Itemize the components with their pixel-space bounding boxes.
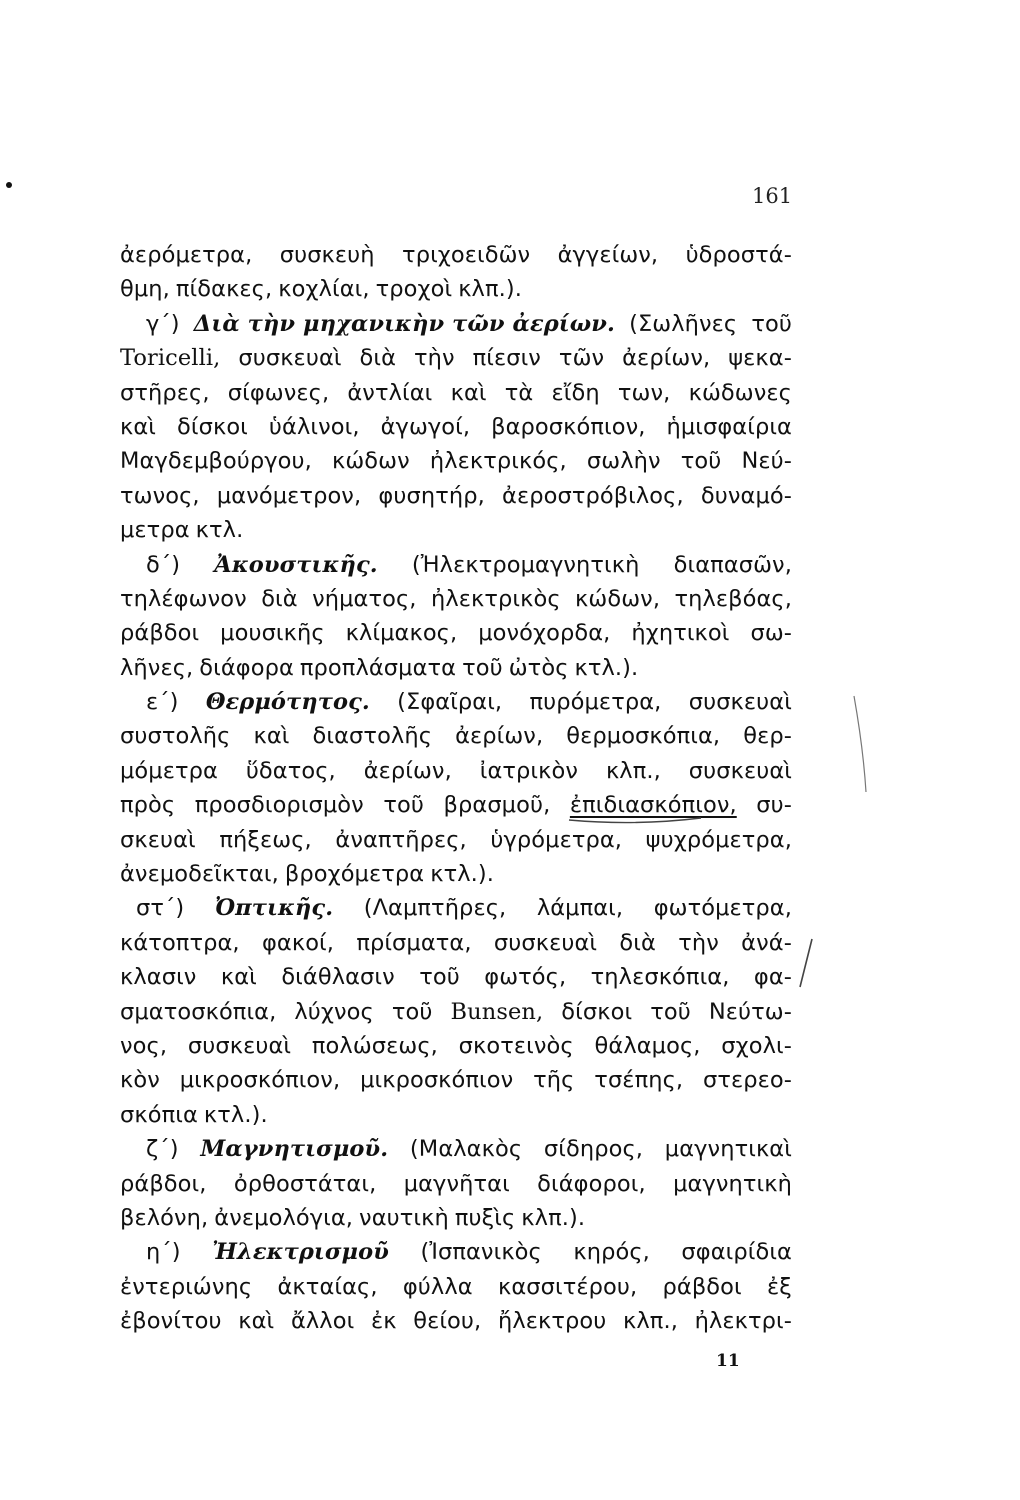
word: ψεκα- [728, 345, 792, 372]
word: η΄) [146, 1239, 181, 1266]
word: μονόχορδα, [478, 620, 611, 647]
word: κηρός, [573, 1239, 650, 1266]
word: ἀνά- [741, 929, 792, 956]
word: στερεο- [702, 1067, 792, 1094]
word: ἐπιδιασκόπιον, [569, 792, 737, 819]
word: κὸν [120, 1067, 160, 1094]
word: κώδων, [575, 585, 661, 612]
word: φύλλα [402, 1273, 473, 1300]
page-number: 161 [752, 184, 793, 208]
word: ἀεροστρόβιλος, [502, 482, 684, 509]
text-line [120, 376, 792, 410]
word: ἐξ [767, 1273, 792, 1300]
word: προσδιορισμὸν [194, 792, 364, 819]
word: τριχοειδῶν [402, 242, 531, 268]
word: σίφωνες, [227, 379, 330, 406]
text-line [120, 857, 792, 891]
word: (Ἰσπανικὸς [420, 1239, 542, 1266]
word: τῆς [533, 1067, 575, 1094]
text-line [120, 238, 792, 272]
text-line [120, 1304, 792, 1338]
section-heading: Διὰ τὴν μηχανικὴν τῶν ἀερίων. [193, 310, 615, 337]
word: πίδακες, [175, 276, 273, 303]
word: ὑγρόμετρα, [490, 826, 623, 853]
word: στ΄) [136, 895, 185, 922]
word: ἀγωγοί, [380, 413, 471, 440]
word: ἐκ [370, 1308, 397, 1335]
word: διὰ [619, 929, 656, 956]
word: κασσιτέρου, [497, 1273, 638, 1300]
word: κλπ., [623, 1308, 678, 1335]
word: μαγνητικαὶ [664, 1136, 792, 1163]
word: ὑάλινοι, [268, 413, 360, 440]
word: μαγνῆται [403, 1170, 510, 1197]
word: θερ- [743, 723, 792, 750]
text-line [120, 1132, 792, 1166]
word: συσκευαὶ [688, 757, 792, 784]
text-line [120, 1201, 792, 1235]
word: μόμετρα [120, 757, 218, 784]
word: λῆνες, [120, 654, 194, 681]
word: ἠλεκτρι- [694, 1308, 792, 1335]
word: σωλὴν [586, 448, 661, 475]
word: ἠλεκτρικὸς [430, 585, 561, 612]
word: κλπ.). [521, 1204, 586, 1231]
word: συσκευαὶ [493, 929, 598, 956]
text-line [120, 1235, 792, 1269]
word: Νεύτω- [708, 998, 792, 1025]
word: ἀναπτῆρες, [335, 826, 467, 853]
word: Toricelli, [120, 345, 221, 372]
word: προπλάσματα [299, 654, 457, 681]
word: τσέπης, [594, 1067, 684, 1094]
word: διάθλασιν [281, 964, 395, 991]
word: ναυτικὴ [359, 1204, 449, 1231]
word: τηλέφωνον [120, 585, 247, 612]
word: κλασιν [120, 964, 197, 991]
word: τοῦ [680, 448, 722, 475]
word: τῶν [558, 345, 605, 372]
word: ἀκταίας, [277, 1273, 378, 1300]
word: μετρα [120, 517, 190, 544]
word: συ- [756, 792, 792, 819]
word: μικροσκόπιον [360, 1067, 514, 1094]
word: Νεύ- [741, 448, 792, 475]
word: ἀνεμολόγια, [214, 1204, 354, 1231]
word: ἀντλίαι [347, 379, 433, 406]
word: κοχλίαι, [278, 276, 370, 303]
text-line [120, 651, 792, 685]
word: τοῦ [751, 310, 792, 337]
word: ἡμισφαίρια [666, 413, 792, 440]
word: ὕδατος, [245, 757, 336, 784]
word: Μαγδεμβούργου, [120, 448, 312, 475]
word: κλπ., [605, 757, 661, 784]
word: πυξὶς [454, 1204, 516, 1231]
word: ἠχητικοὶ [631, 620, 730, 647]
word: μικροσκόπιον, [179, 1067, 341, 1094]
word: δ΄) [146, 551, 181, 578]
text-line [120, 685, 792, 719]
word: τὰ [504, 379, 534, 406]
word: διάφοροι, [537, 1170, 646, 1197]
word: συσκευαὶ [238, 345, 342, 372]
word: καὶ [450, 379, 487, 406]
text-line [120, 823, 792, 857]
word: ε΄) [146, 689, 179, 716]
word: σω- [750, 620, 792, 647]
text-line [120, 788, 792, 822]
word: Bunsen, [450, 998, 544, 1025]
word: διάφορα [199, 654, 294, 681]
text-line [120, 410, 792, 444]
word: δίσκοι [177, 413, 248, 440]
word: βαροσκόπιον, [491, 413, 646, 440]
text-line [120, 995, 792, 1029]
word: κτλ.). [430, 861, 495, 888]
word: κτλ.). [574, 654, 639, 681]
word: τὴν [413, 345, 455, 372]
word: τροχοὶ [375, 276, 453, 303]
text-line [120, 1270, 792, 1304]
word: τηλεσκόπια, [590, 964, 730, 991]
word: των, [617, 379, 671, 406]
word: συσκευὴ [279, 242, 375, 268]
word: μουσικῆς [220, 620, 325, 647]
word: κτλ.). [203, 1101, 268, 1128]
word: ἀερόμετρα, [120, 242, 253, 268]
word: τοῦ [391, 998, 433, 1025]
word: τοῦ [383, 792, 425, 819]
word: τοῦ [650, 998, 691, 1025]
word: (Ἠλεκτρομαγνητικὴ [411, 551, 640, 578]
word: λύχνος [294, 998, 374, 1025]
word: βροχόμετρα [284, 861, 425, 888]
word: σχολι- [721, 1032, 792, 1059]
text-line [120, 341, 792, 375]
word: φακοί, [261, 929, 335, 956]
word: ψυχρόμετρα, [645, 826, 792, 853]
text-line [120, 926, 792, 960]
section-heading: Ἀκουστικῆς. [214, 551, 378, 578]
word: μανόμετρον, [216, 482, 362, 509]
word: κώδων [331, 448, 410, 475]
word: καὶ [253, 723, 290, 750]
word: καὶ [120, 413, 157, 440]
word: ἰατρικὸν [479, 757, 579, 784]
word: ράβδοι [662, 1273, 742, 1300]
word: μαγνητικὴ [673, 1170, 792, 1197]
text-line [120, 548, 792, 582]
word: σματοσκόπια, [120, 998, 277, 1025]
word: πολώσεως, [311, 1032, 438, 1059]
text-body [120, 238, 792, 1339]
text-line [120, 1167, 792, 1201]
word: σκόπια [120, 1101, 198, 1128]
word: (Σωλῆνες [629, 310, 738, 337]
word: πίεσιν [472, 345, 541, 372]
word: πυρόμετρα, [529, 689, 662, 716]
word: ὠτὸς [508, 654, 569, 681]
word: ἀγγείων, [557, 242, 659, 268]
word: δίσκοι [561, 998, 633, 1025]
text-line [120, 616, 792, 650]
word: διὰ [359, 345, 397, 372]
text-line [120, 479, 792, 513]
word: συσκευαὶ [187, 1032, 292, 1059]
word: δυναμό- [700, 482, 792, 509]
word: κάτοπτρα, [120, 929, 240, 956]
pencil-slash-mark [790, 935, 830, 995]
word: ἀερίων, [622, 345, 711, 372]
word: φωτός, [484, 964, 567, 991]
word: φυσητήρ, [378, 482, 485, 509]
word: διὰ [261, 585, 298, 612]
word: ἐντεριώνης [120, 1273, 253, 1300]
section-heading: Μαγνητισμοῦ. [200, 1136, 389, 1163]
word: θερμοσκόπια, [566, 723, 721, 750]
word: τοῦ [462, 654, 503, 681]
word: (Μαλακὸς [409, 1136, 523, 1163]
word: πρίσματα, [356, 929, 472, 956]
word: θείου, [413, 1308, 482, 1335]
word: ἐβονίτου [120, 1308, 222, 1335]
word: πήξεως, [219, 826, 312, 853]
word: φα- [753, 964, 792, 991]
text-line [120, 444, 792, 478]
word: ράβδοι, [120, 1170, 207, 1197]
word: διαστολῆς [312, 723, 433, 750]
word: θάλαμος, [594, 1032, 701, 1059]
text-line [120, 272, 792, 306]
word: θμη, [120, 276, 170, 303]
word: σφαιρίδια [681, 1239, 792, 1266]
text-line [120, 1098, 792, 1132]
signature-number: 11 [716, 1351, 740, 1371]
word: ὀρθοστάται, [233, 1170, 377, 1197]
word: γ΄) [146, 310, 180, 337]
text-line [120, 1029, 792, 1063]
pencil-margin-mark [840, 690, 880, 800]
word: ἀνεμοδεῖκται, [120, 861, 279, 888]
text-line [120, 754, 792, 788]
word: ἀερίων, [363, 757, 452, 784]
text-line [120, 891, 792, 925]
word: διαπασῶν, [673, 551, 792, 578]
word: κλπ.). [458, 276, 522, 303]
word: ἠλεκτρικός, [429, 448, 567, 475]
word: βρασμοῦ, [443, 792, 551, 819]
word: ἀερίων, [455, 723, 544, 750]
text-line [120, 960, 792, 994]
word: ζ΄) [146, 1136, 179, 1163]
word: ἤλεκτρου [497, 1308, 607, 1335]
word: καὶ [220, 964, 257, 991]
word: στῆρες, [120, 379, 210, 406]
word: συστολῆς [120, 723, 231, 750]
margin-bullet [6, 182, 12, 188]
word: συσκευαὶ [688, 689, 792, 716]
section-heading: Ἠλεκτρισμοῦ [212, 1239, 389, 1266]
word: σκοτεινὸς [458, 1032, 574, 1059]
word: ράβδοι [120, 620, 200, 647]
word: νήματος, [312, 585, 417, 612]
word: σκευαὶ [120, 826, 196, 853]
text-line [120, 719, 792, 753]
word: καὶ [238, 1308, 275, 1335]
word: βελόνη, [120, 1204, 209, 1231]
word: πρὸς [120, 792, 176, 819]
text-line [120, 513, 792, 547]
word: εἴδη [551, 379, 600, 406]
word: (Σφαῖραι, [397, 689, 503, 716]
word: τηλεβόας, [674, 585, 792, 612]
word: νος, [120, 1032, 168, 1059]
word: ἄλλοι [290, 1308, 355, 1335]
word: κώδωνες [688, 379, 792, 406]
word: κλίμακος, [345, 620, 458, 647]
word: φωτόμετρα, [653, 895, 792, 922]
word: τὴν [678, 929, 719, 956]
word: τοῦ [419, 964, 460, 991]
word: (Λαμπτῆρες, [363, 895, 507, 922]
word: σίδηρος, [543, 1136, 644, 1163]
text-line [120, 1063, 792, 1097]
text-line [120, 582, 792, 616]
word: τωνος, [120, 482, 200, 509]
section-heading: Θερμότητος. [205, 689, 370, 716]
text-line [120, 307, 792, 341]
word: λάμπαι, [536, 895, 624, 922]
word: κτλ. [195, 517, 244, 544]
section-heading: Ὀπτικῆς. [214, 895, 334, 922]
word: ὑδροστά- [685, 242, 792, 268]
